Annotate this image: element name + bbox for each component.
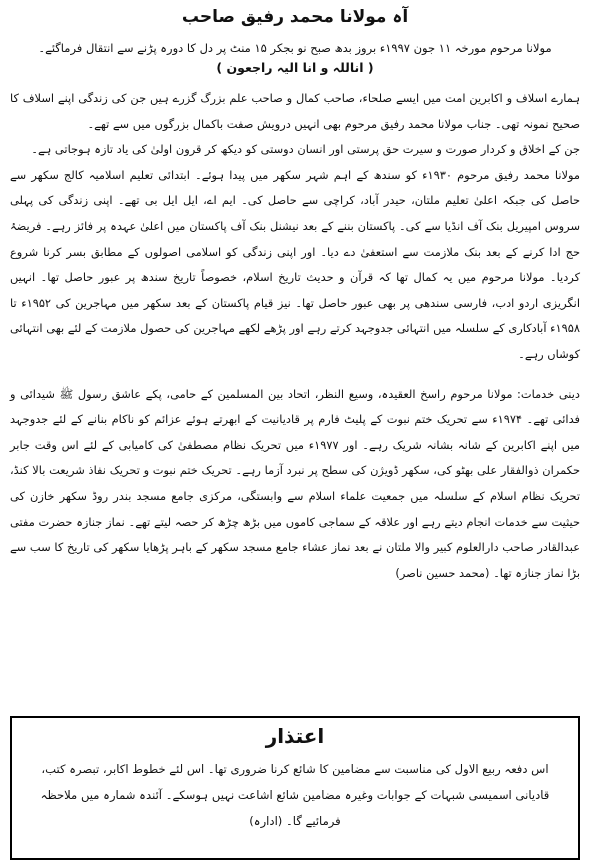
apology-notice-text: اس دفعہ ربیع الاول کی مناسبت سے مضامین کا شائع کرنا ضروری تھا۔ اس لئے خطوط اکابر، تبصرہ کتب، قادیانی اسمیسی شبہات کے جوابات وغیرہ مضامین شائع اشاعت نہیں ہوسکے۔ آئندہ شمارہ میں ملاحظہ فرمائیے گا۔ (ادارہ): [40, 762, 550, 828]
paragraph-gap: [10, 368, 580, 382]
paragraph-3: مولانا محمد رفیق مرحوم ۱۹۳۰ء کو سندھ کے اہم شہر سکھر میں پیدا ہوئے۔ ابتدائی تعلیم اسلامیہ کالج سکھر سے حاصل کی جبکہ اعلیٰ تعلیم ملتان، حیدر آباد، کراچی سے حاصل کی۔ ایم اے، ایل ایل بی تھے۔ اپنی زندگی کی پہلی سروس امپیریل بنک آف انڈیا سے کی۔ پاکستان بننے کے بعد نیشنل بنک آف پاکستان میں اعلیٰ عہدہ پر فائز رہے۔ فریضۂ حج ادا کرنے کے بعد بنک ملازمت سے استعفیٰ دے دیا۔ اور اپنی زندگی کو اسلامی اصولوں کے مطابق بسر کرنا شروع کردیا۔ مولانا مرحوم میں یہ کمال تھا کہ قرآن و حدیث تاریخ اسلام، خصوصاً تاریخ سندھ پر عبور حاصل تھا۔ انہیں انگریزی اردو ادب، فارسی سندھی پر بھی عبور حاصل تھا۔ نیز قیام پاکستان کے بعد سکھر میں مہاجرین کی ۱۹۵۲ء تا ۱۹۵۸ء آبادکاری کے سلسلہ میں انتہائی جدوجہد کرتے رہے اور پڑھے لکھے مہاجرین کی حصول ملازمت کے لئے بھی انتہائی کوشاں رہے۔: [10, 167, 581, 361]
quranic-phrase: ( اناللہ و انا الیہ راجعون ): [216, 60, 374, 75]
paragraph-1: ہمارے اسلاف و اکابرین امت میں ایسے صلحاء، صاحب کمال و صاحب علم بزرگ گزرے ہیں جن کی زندگی اپنے اسلاف کا صحیح نمونہ تھی۔ جناب مولانا محمد رفیق مرحوم بھی انہیں درویش صفت باکمال بزرگوں میں سے تھے۔: [10, 91, 580, 131]
article-title: آہ مولانا محمد رفیق صاحب: [181, 7, 409, 27]
paragraph-4: دینی خدمات: مولانا مرحوم راسخ العقیدہ، وسیع النظر، اتحاد بین المسلمین کے حامی، پکے عاشق رسول ﷺ شیدائی و فدائی تھے۔ ۱۹۷۴ء سے تحریک ختم نبوت کے پلیٹ فارم پر قادیانیت کے ابھرتے ہوئے عزائم کو ناکام بنانے کے لئے جدوجہد میں اپنے اکابرین کے شانہ بشانہ شریک رہے۔ اور ۱۹۷۷ء میں تحریک نظام مصطفیٰ کی کامیابی کے لئے اس وقت جابر حکمران ذوالفقار علی بھٹو کی، سکھر ڈویژن کی سطح پر نبرد آزما رہے۔ تحریک ختم نبوت و تحریک نفاذ شریعت بالا کنڈ، تحریک نظام اسلام کے سلسلہ میں جمعیت علماء اسلام سے وابستگی، مرکزی جامع مسجد بندر روڈ سکھر خازن کی حیثیت سے خدمات انجام دیتے رہے اور علاقہ کے سماجی کاموں میں بڑھ چڑھ کر حصہ لیتے تھے۔ نماز جنازہ حضرت مفتی عبدالقادر صاحب دارالعلوم کبیر والا ملتان نے بعد نماز عشاء جامع مسجد سکھر کے باہر پڑھایا سکھر کی تاریخ کا سب سے بڑا نماز جنازہ تھا۔ (محمد حسین ناصر): [10, 386, 581, 580]
apology-notice-box: [10, 716, 580, 860]
apology-notice-title: اعتذار: [265, 724, 325, 748]
death-notice-line: مولانا مرحوم مورخہ ۱۱ جون ۱۹۹۷ء بروز بدھ صبح نو بجکر ۱۵ منٹ پر دل کا دورہ پڑنے سے انتقال فرماگئے۔: [38, 41, 552, 55]
paragraph-2: جن کے اخلاق و کردار صورت و سیرت حق پرستی اور انسان دوستی کو دیکھ کر قرون اولیٰ کی یاد تازہ ہوجاتی ہے۔: [31, 142, 580, 157]
